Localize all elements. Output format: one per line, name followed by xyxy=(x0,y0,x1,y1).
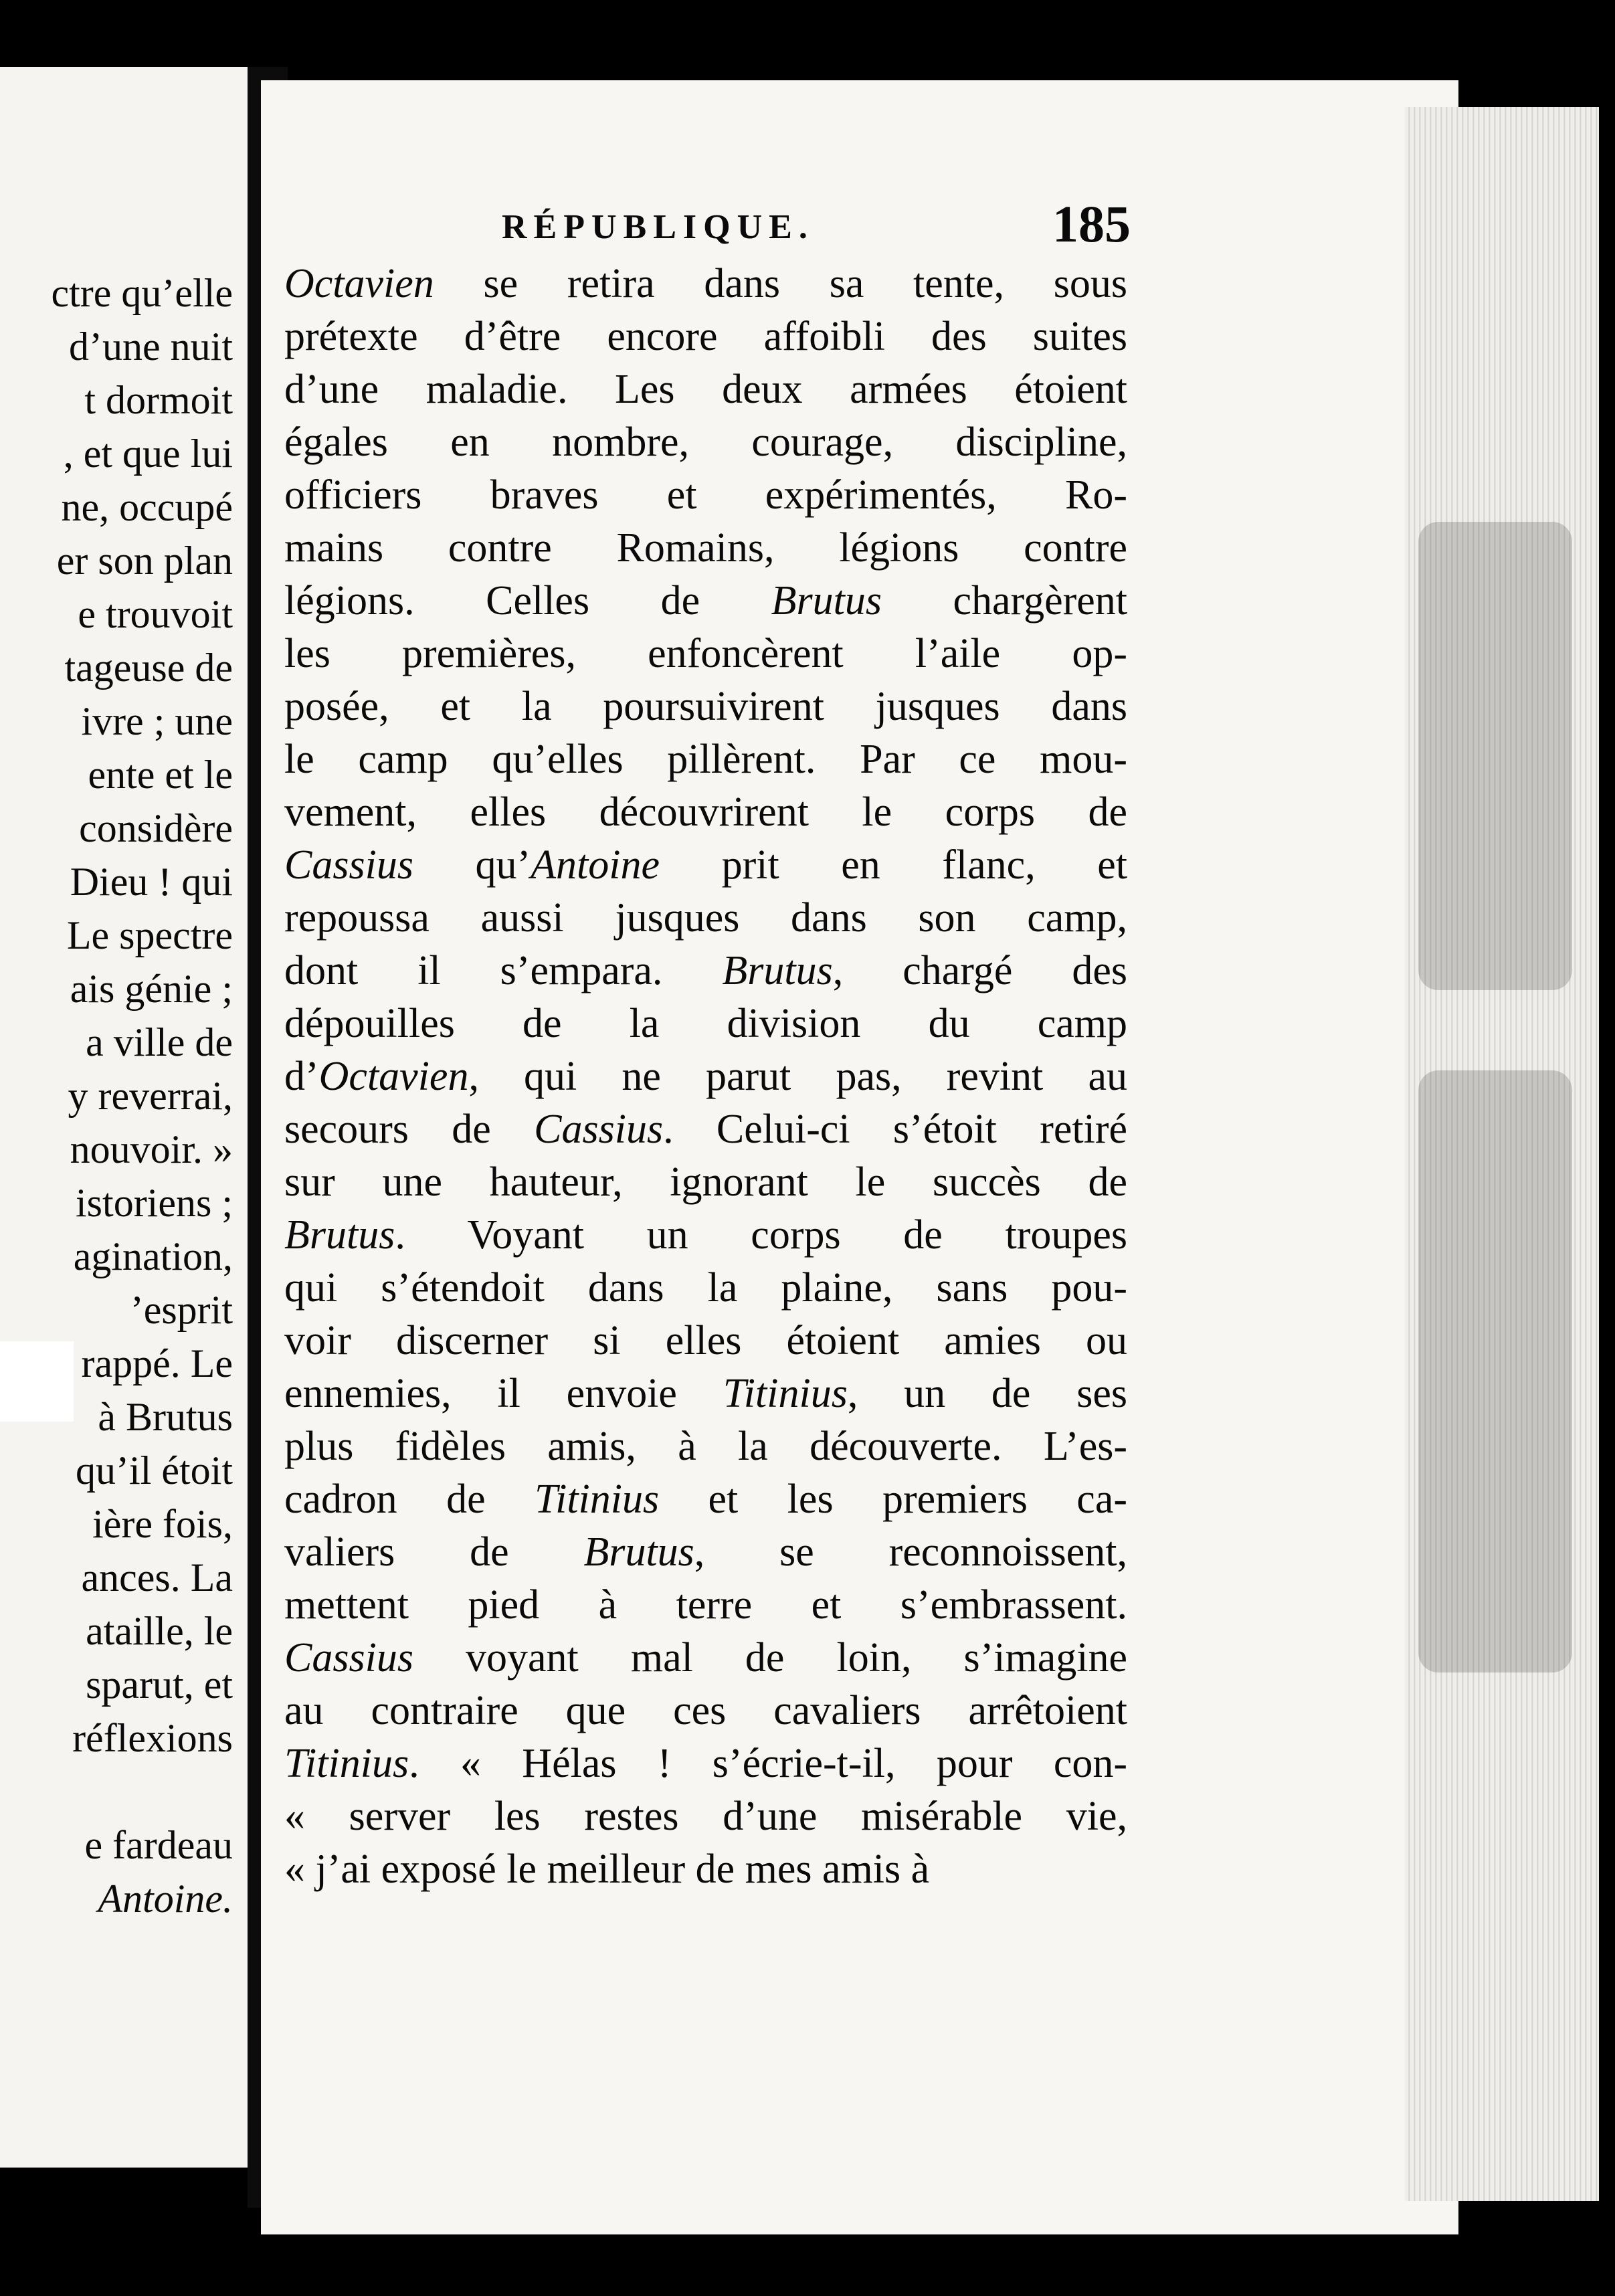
text-line xyxy=(284,839,1127,892)
text-run: et les premiers ca- xyxy=(659,1476,1127,1522)
text-line xyxy=(284,469,1127,522)
left-text-line: à Brutus xyxy=(98,1395,233,1439)
text-run: se retira dans sa tente, sous xyxy=(434,261,1127,306)
text-line xyxy=(284,1843,1127,1896)
text-run: ennemies, il envoie xyxy=(284,1371,723,1416)
text-run: . « Hélas ! s’écrie-t-il, pour con- xyxy=(409,1741,1127,1786)
text-run: , se reconnoissent, xyxy=(694,1529,1128,1575)
left-text-line: ais génie ; xyxy=(70,967,233,1011)
text-run: . Voyant un corps de troupes xyxy=(395,1212,1127,1258)
text-run: . Celui-ci s’étoit retiré xyxy=(663,1107,1127,1152)
text-run: égales en nombre, courage, discipline, xyxy=(284,419,1127,465)
left-text-line: ivre ; une xyxy=(81,699,233,743)
left-text-line: e trouvoit xyxy=(78,592,233,636)
text-run: chargèrent xyxy=(882,578,1127,624)
text-run: « j’ai exposé le meilleur de mes amis à xyxy=(284,1846,930,1892)
italic-name: Cassius xyxy=(284,842,413,888)
text-run: prétexte d’être encore affoibli des suites xyxy=(284,314,1127,359)
text-line xyxy=(284,1579,1127,1632)
left-text-line: ances. La xyxy=(81,1555,233,1600)
left-text-line: ataille, le xyxy=(86,1609,233,1653)
text-line xyxy=(284,1103,1127,1156)
left-text-line: ’esprit xyxy=(130,1288,233,1332)
italic-name: Antoine xyxy=(531,842,660,888)
running-head: RÉPUBLIQUE. xyxy=(502,208,814,246)
italic-name: Octavien xyxy=(284,261,434,306)
text-run: valiers de xyxy=(284,1529,584,1575)
text-line xyxy=(284,1156,1127,1209)
text-run: au contraire que ces cavaliers arrêtoient xyxy=(284,1688,1127,1733)
text-run: , qui ne parut pas, revint au xyxy=(468,1054,1127,1099)
text-run: , un de ses xyxy=(847,1371,1127,1416)
text-run: repoussa aussi jusques dans son camp, xyxy=(284,895,1127,941)
text-line xyxy=(284,1262,1127,1315)
left-text-line: sparut, et xyxy=(86,1662,233,1707)
text-line xyxy=(284,680,1127,733)
italic-name: Titinius xyxy=(535,1476,660,1522)
left-text-line: er son plan xyxy=(56,539,233,583)
italic-name: Titinius xyxy=(723,1371,848,1416)
left-text-line: Dieu ! qui xyxy=(70,860,233,904)
text-run: « server les restes d’une misérable vie, xyxy=(284,1794,1127,1839)
page-number: 185 xyxy=(1052,195,1131,253)
text-run: dépouilles de la division du camp xyxy=(284,1001,1127,1046)
page-header xyxy=(288,194,1131,261)
text-line xyxy=(284,1790,1127,1843)
text-run: prit en flanc, et xyxy=(660,842,1127,888)
text-line xyxy=(284,628,1127,680)
italic-name: Cassius xyxy=(284,1635,413,1681)
italic-name: Brutus xyxy=(284,1212,395,1258)
left-text-line: réflexions xyxy=(72,1716,233,1760)
text-line xyxy=(284,416,1127,469)
left-text-line: tageuse de xyxy=(64,646,233,690)
left-text-line: y reverrai, xyxy=(68,1074,233,1118)
text-run: mettent pied à terre et s’embrassent. xyxy=(284,1582,1127,1628)
left-text-line: a ville de xyxy=(86,1020,233,1064)
left-text-line: nouvoir. » xyxy=(70,1127,233,1171)
text-run: d’ xyxy=(284,1054,319,1099)
text-line xyxy=(284,522,1127,575)
italic-name: Brutus xyxy=(722,948,833,993)
text-line xyxy=(284,892,1127,945)
left-text-line: qu’il étoit xyxy=(76,1448,233,1493)
text-line xyxy=(284,1315,1127,1367)
italic-name: Brutus xyxy=(583,1529,694,1575)
text-run: mains contre Romains, légions contre xyxy=(284,525,1127,571)
text-run: voir discerner si elles étoient amies ou xyxy=(284,1318,1127,1363)
text-line xyxy=(284,363,1127,416)
left-text-line: ne, occupé xyxy=(61,485,233,529)
italic-name: Titinius xyxy=(284,1741,409,1786)
left-text-line: considère xyxy=(79,806,233,850)
text-run: cadron de xyxy=(284,1476,535,1522)
text-line xyxy=(284,786,1127,839)
text-run: , chargé des xyxy=(832,948,1127,993)
left-text-line: ctre qu’elle xyxy=(51,271,233,315)
left-text-line: t dormoit xyxy=(84,378,233,422)
left-text-line: rappé. Le xyxy=(81,1341,233,1385)
left-text-line: agination, xyxy=(73,1234,233,1278)
text-line xyxy=(284,1420,1127,1473)
left-text-line: Le spectre xyxy=(66,913,233,957)
left-page xyxy=(0,67,248,2168)
left-text-line: d’une nuit xyxy=(69,324,233,369)
left-text-line: e fardeau xyxy=(84,1823,233,1867)
text-line xyxy=(284,575,1127,628)
text-run: voyant mal de loin, s’imagine xyxy=(413,1635,1127,1681)
left-text-line: Antoine. xyxy=(98,1877,233,1921)
text-line xyxy=(284,1209,1127,1262)
text-run: posée, et la poursuivirent jusques dans xyxy=(284,684,1127,729)
text-line xyxy=(284,733,1127,786)
text-run: légions. Celles de xyxy=(284,578,771,624)
left-text-line: istoriens ; xyxy=(76,1181,233,1225)
body-text xyxy=(284,258,1127,1896)
text-line xyxy=(284,1632,1127,1685)
text-run: sur une hauteur, ignorant le succès de xyxy=(284,1159,1127,1205)
text-run: qui s’étendoit dans la plaine, sans pou- xyxy=(284,1265,1127,1311)
text-line xyxy=(284,1685,1127,1737)
text-run: les premières, enfoncèrent l’aile op- xyxy=(284,631,1127,676)
text-run: le camp qu’elles pillèrent. Par ce mou- xyxy=(284,737,1127,782)
text-line xyxy=(284,258,1127,310)
text-line xyxy=(284,1737,1127,1790)
text-run: dont il s’empara. xyxy=(284,948,723,993)
text-line xyxy=(284,1473,1127,1526)
left-text-line: ente et le xyxy=(88,753,233,797)
text-run: d’une maladie. Les deux armées étoient xyxy=(284,367,1127,412)
italic-name: Brutus xyxy=(771,578,882,624)
text-run: officiers braves et expérimentés, Ro- xyxy=(284,472,1127,518)
left-text-line: ière fois, xyxy=(92,1502,233,1546)
edge-smudge xyxy=(1418,522,1572,990)
text-line xyxy=(284,1050,1127,1103)
text-line xyxy=(284,310,1127,363)
text-run: plus fidèles amis, à la découverte. L’es- xyxy=(284,1424,1127,1469)
text-line xyxy=(284,945,1127,997)
edge-smudge xyxy=(1418,1070,1572,1672)
italic-name: Octavien xyxy=(318,1054,469,1099)
italic-name: Cassius xyxy=(534,1107,664,1152)
text-run: qu’ xyxy=(413,842,531,888)
text-run: secours de xyxy=(284,1107,535,1152)
text-line xyxy=(284,997,1127,1050)
text-run: vement, elles découvrirent le corps de xyxy=(284,789,1127,835)
text-line xyxy=(284,1367,1127,1420)
left-text-line: , et que lui xyxy=(63,432,233,476)
paper-tear xyxy=(0,1341,74,1422)
text-line xyxy=(284,1526,1127,1579)
